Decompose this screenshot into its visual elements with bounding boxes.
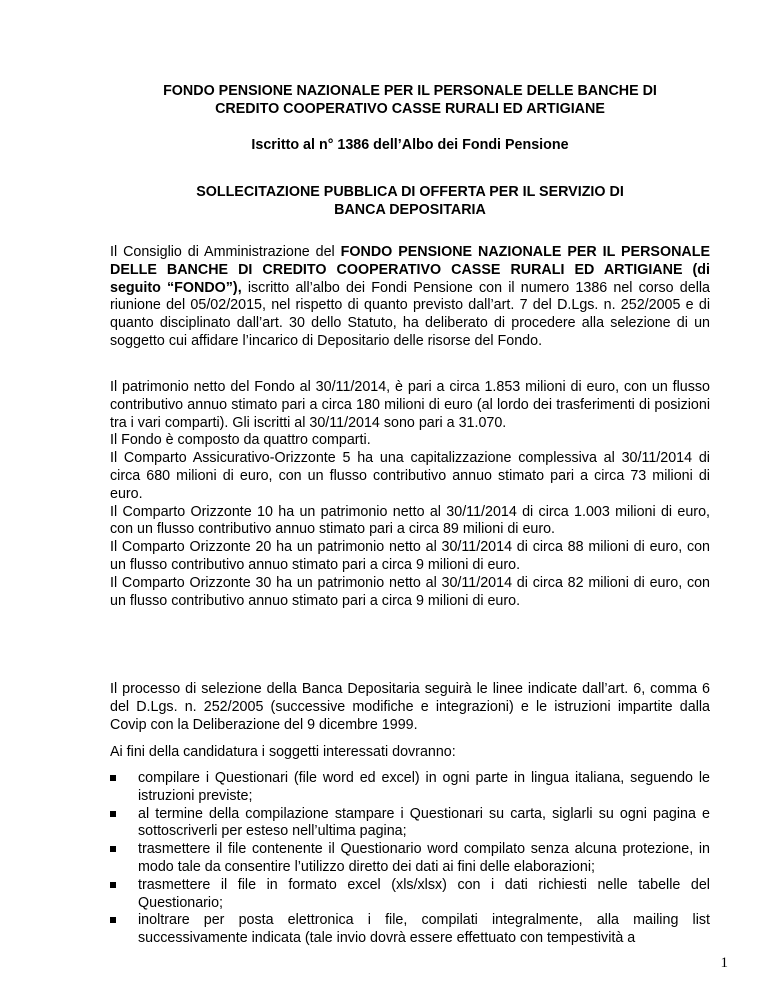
candidacy-intro: [110, 744, 710, 762]
document-title: [100, 82, 720, 118]
title-line-2: CREDITO COOPERATIVO CASSE RURALI ED ARTIGIANE: [215, 101, 605, 117]
list-item: [110, 841, 710, 877]
compartment-orizzonte-5-text: Il Comparto Assicurativo-Orizzonte 5 ha una capitalizzazione complessiva al 30/11/2014 di circa 680 milioni di euro, con un flusso contributivo annuo stimato pari a circa 73 milioni di euro.: [110, 450, 710, 502]
fund-compartments-text: Il Fondo è composto da quattro comparti.: [110, 432, 371, 449]
intro-paragraph: [110, 244, 710, 351]
list-item: [110, 877, 710, 913]
intro-lead: Il Consiglio di Amministrazione del: [110, 244, 341, 260]
selection-process-text: Il processo di selezione della Banca Depositaria seguirà le linee indicate dall’art. 6, comma 6 del D.Lgs. n. 252/2005 (successive modifiche e integrazioni) e le istruzioni impartite dalla Covip con la Deliberazione del 9 dicembre 1999.: [110, 681, 710, 733]
candidacy-intro-text: Ai fini della candidatura i soggetti interessati dovranno:: [110, 744, 456, 760]
list-item-text: trasmettere il file in formato excel (xls/xlsx) con i dati richiesti nelle tabelle del Questionario;: [138, 876, 710, 911]
subject-heading: [100, 183, 720, 219]
list-item: [110, 912, 710, 948]
registration-line: [100, 136, 720, 154]
registration-text: Iscritto al n° 1386 dell’Albo dei Fondi Pensione: [251, 137, 569, 153]
list-item-text: inoltrare per posta elettronica i file, compilati integralmente, alla mailing list successivamente indicata (tale invio dovrà essere effettuato con tempestività a: [138, 912, 710, 947]
fund-description: [110, 379, 710, 610]
subject-line-1: SOLLECITAZIONE PUBBLICA DI OFFERTA PER IL SERVIZIO DI: [196, 184, 624, 200]
fund-name-bold: FONDO PENSIONE NAZIONALE PER IL PERSONALE DELLE BANCHE DI CREDITO COOPERATIVO CASSE RURALI ED ARTIGIANE (di seguito “FONDO”),: [110, 244, 710, 296]
list-item-text: al termine della compilazione stampare i Questionari su carta, siglarli su ogni pagina e sottoscriverli per esteso nell’ultima pagina;: [138, 805, 710, 840]
compartment-orizzonte-30-text: Il Comparto Orizzonte 30 ha un patrimonio netto al 30/11/2014 di circa 82 milioni di euro, con un flusso contributivo annuo stimato pari a circa 9 milioni di euro.: [110, 574, 710, 609]
intro-rest: iscritto all’albo dei Fondi Pensione con il numero 1386 nel corso della riunione del 05/02/2015, nel rispetto di quanto previsto dall’art. 7 del D.Lgs. n. 252/2005 e di quanto disciplinato dall’art. 30 dello Statuto, ha deliberato di procedere alla selezione di un soggetto cui affidare l’incarico di Depositario delle risorse del Fondo.: [110, 279, 710, 349]
list-item: [110, 770, 710, 806]
square-bullet-icon: [110, 811, 116, 817]
list-item-text: trasmettere il file contenente il Questionario word compilato senza alcuna protezione, in modo tale da consentire l’utilizzo diretto dei dati ai fini delle elaborazioni;: [138, 841, 710, 875]
square-bullet-icon: [110, 846, 116, 852]
compartment-orizzonte-20-text: Il Comparto Orizzonte 20 ha un patrimonio netto al 30/11/2014 di circa 88 milioni di euro, con un flusso contributivo annuo stimato pari a circa 9 milioni di euro.: [110, 539, 710, 573]
page-number: 1: [720, 955, 728, 971]
square-bullet-icon: [110, 775, 116, 781]
subject-line-2: BANCA DEPOSITARIA: [334, 202, 486, 218]
square-bullet-icon: [110, 917, 116, 923]
title-line-1: FONDO PENSIONE NAZIONALE PER IL PERSONALE DELLE BANCHE DI: [163, 83, 657, 99]
square-bullet-icon: [110, 882, 116, 888]
fund-assets-text: Il patrimonio netto del Fondo al 30/11/2014, è pari a circa 1.853 milioni di euro, con un flusso contributivo annuo stimato pari a circa 180 milioni di euro (al lordo dei trasferimenti di posizioni tra i vari comparti). Gli iscritti al 30/11/2014 sono pari a 31.070.: [110, 379, 710, 431]
list-item: [110, 806, 710, 842]
list-item-text: compilare i Questionari (file word ed excel) in ogni parte in lingua italiana, seguendo le istruzioni previste;: [138, 770, 710, 804]
selection-process-paragraph: [110, 681, 710, 734]
requirements-list: [110, 770, 710, 948]
compartment-orizzonte-10-text: Il Comparto Orizzonte 10 ha un patrimonio netto al 30/11/2014 di circa 1.003 milioni di euro, con un flusso contributivo annuo stimato pari a circa 89 milioni di euro.: [110, 503, 710, 538]
